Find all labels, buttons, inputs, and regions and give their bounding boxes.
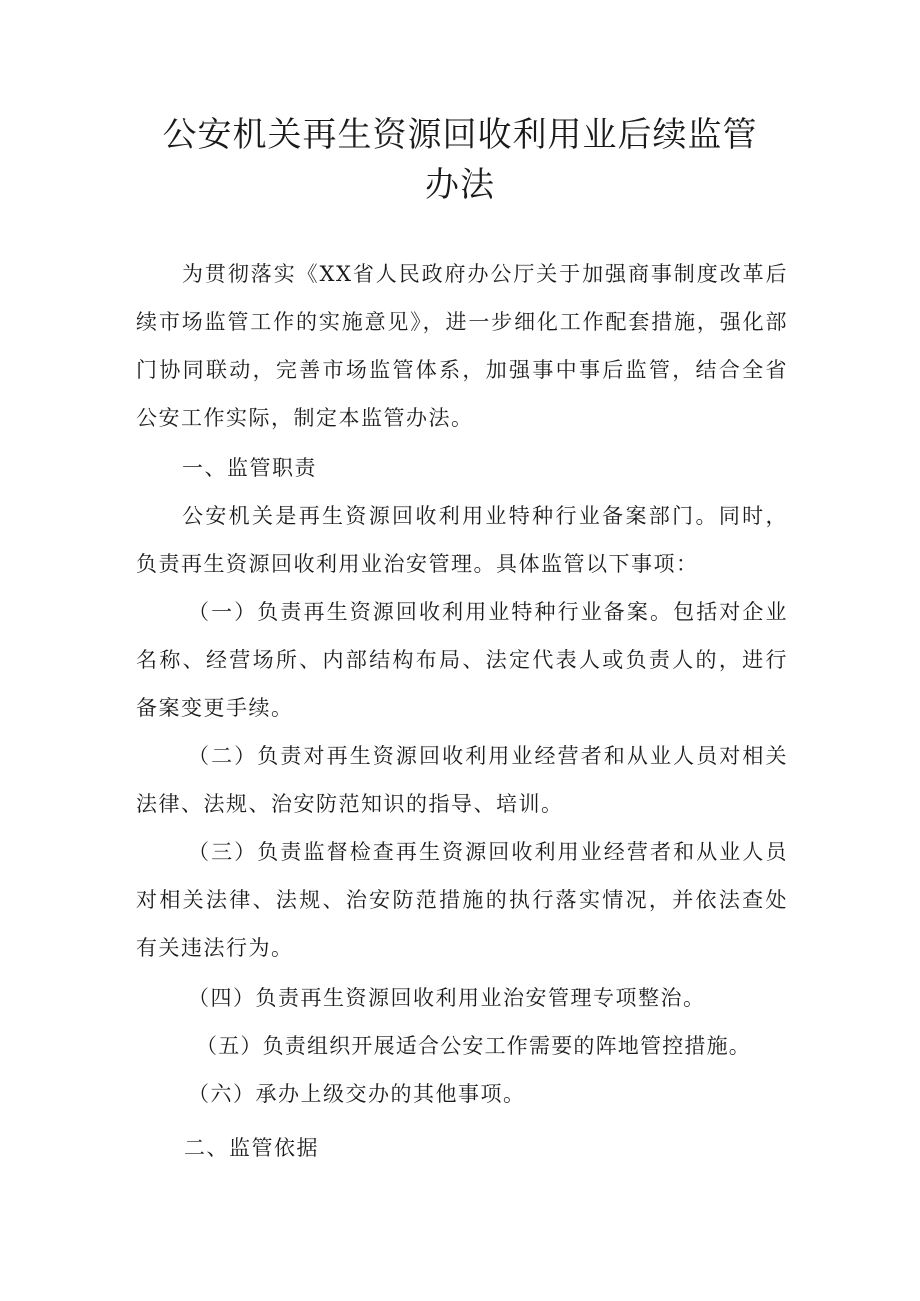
responsibility-item-2: （二）负责对再生资源回收利用业经营者和从业人员对相关法律、法规、治安防范知识的指导、培训。 bbox=[136, 744, 788, 816]
responsibility-item-1: （一）负责再生资源回收利用业特种行业备案。包括对企业名称、经营场所、内部结构布局、法定代表人或负责人的，进行备案变更手续。 bbox=[136, 600, 788, 720]
responsibility-item-5: （五）负责组织开展适合公安工作需要的阵地管控措施。 bbox=[196, 1034, 751, 1058]
intro-paragraph: 为贯彻落实《XX省人民政府办公厅关于加强商事制度改革后续市场监管工作的实施意见》，进一步细化工作配套措施，强化部门协同联动，完善市场监管体系，加强事中事后监管，结合全省公安工作实际，制定本监管办法。 bbox=[136, 262, 788, 430]
section-heading-responsibilities: 一、监管职责 bbox=[182, 456, 317, 480]
section-heading-basis: 二、监管依据 bbox=[184, 1136, 319, 1160]
responsibilities-paragraph: 公安机关是再生资源回收利用业特种行业备案部门。同时，负责再生资源回收利用业治安管理。具体监管以下事项： bbox=[136, 504, 788, 576]
responsibility-item-4: （四）负责再生资源回收利用业治安管理专项整治。 bbox=[188, 986, 706, 1010]
responsibility-item-3: （三）负责监督检查再生资源回收利用业经营者和从业人员对相关法律、法规、治安防范措施的执行落实情况，并依法查处有关违法行为。 bbox=[136, 840, 788, 960]
responsibility-item-6: （六）承办上级交办的其他事项。 bbox=[188, 1082, 526, 1106]
document-title: 公安机关再生资源回收利用业后续监管办法 bbox=[162, 115, 758, 205]
